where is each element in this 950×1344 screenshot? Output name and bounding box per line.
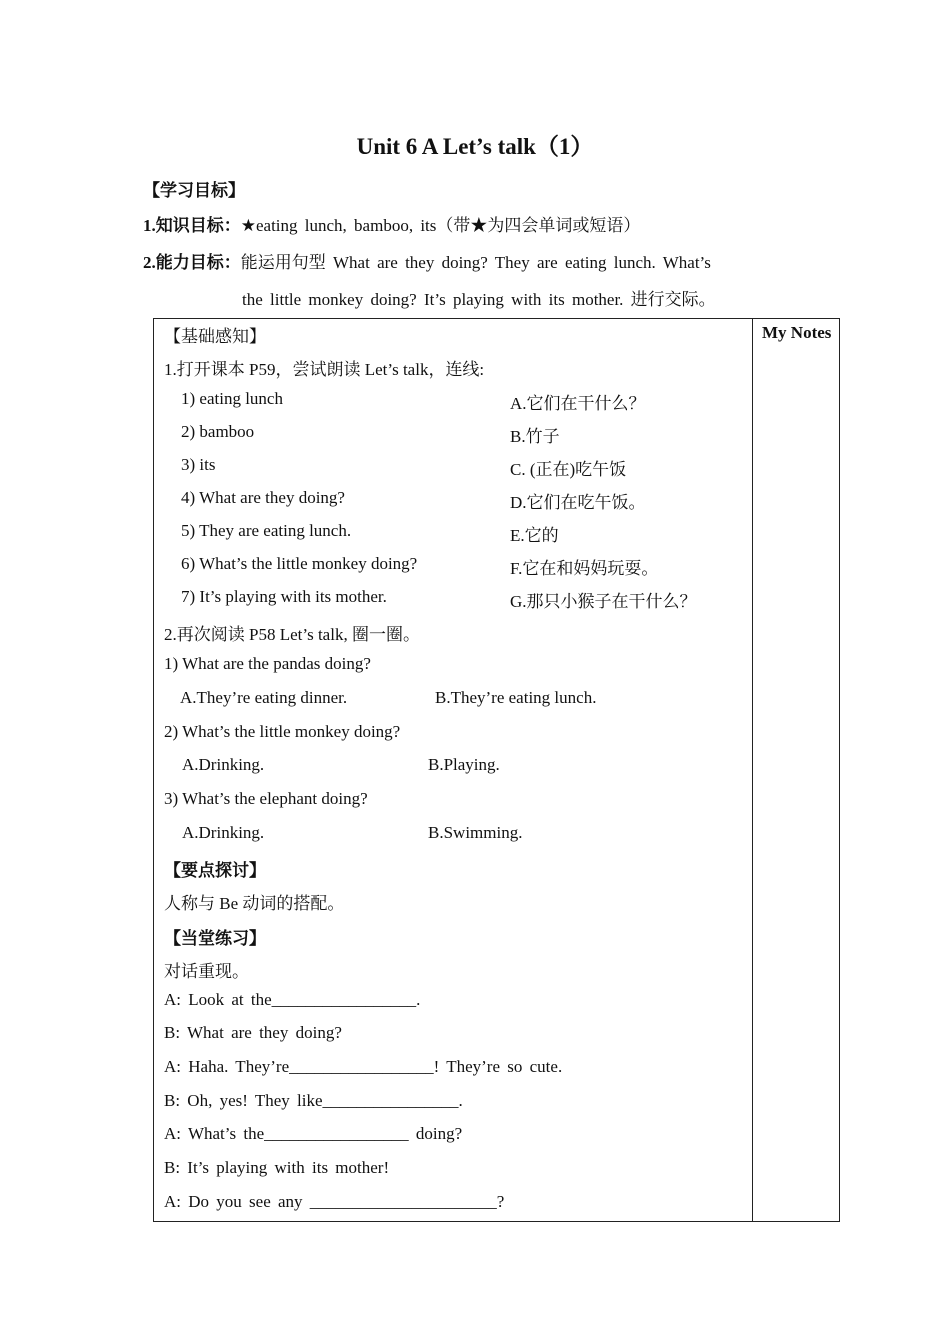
left-item: 4) What are they doing?: [181, 488, 345, 507]
key-points-text: 人称与 Be 动词的搭配。: [164, 894, 345, 913]
ability-objective: [143, 248, 711, 273]
page-title: Unit 6 A Let’s talk（1）: [356, 134, 594, 159]
dialogue-line: B: What are they doing?: [164, 1023, 342, 1042]
dialogue-line: A: Haha. They’re_________________! They’re so cute.: [164, 1057, 563, 1076]
option-b: B.Playing.: [428, 755, 500, 774]
practice-intro: 对话重现。: [164, 962, 249, 981]
right-item: A.它们在干什么？: [510, 394, 646, 413]
option-a: A.Drinking.: [182, 755, 265, 774]
dialogue-line: A: Do you see any ______________________?: [164, 1192, 505, 1211]
worksheet-table: [153, 318, 840, 1222]
basic-heading: 【基础感知】: [164, 327, 266, 346]
right-item: B.竹子: [510, 427, 560, 446]
task-2: 2.再次阅读 P58 Let’s talk, 圈一圈。: [164, 625, 420, 644]
my-notes-label: My Notes: [762, 323, 832, 342]
left-item: 7) It’s playing with its mother.: [181, 587, 387, 606]
left-item: 5) They are eating lunch.: [181, 521, 352, 540]
right-item: E.它的: [510, 526, 559, 545]
practice-heading: 【当堂练习】: [164, 929, 266, 948]
left-item: 6) What’s the little monkey doing?: [181, 554, 418, 573]
knowledge-label: 1.知识目标：: [143, 216, 241, 235]
right-item: D.它们在吃午饭。: [510, 493, 646, 512]
right-item: C. (正在)吃午饭: [510, 460, 627, 479]
ability-label: 2.能力目标：: [143, 253, 241, 272]
right-item: G.那只小猴子在干什么？: [510, 592, 697, 611]
right-item: F.它在和妈妈玩耍。: [510, 559, 659, 578]
option-b: B.They’re eating lunch.: [435, 688, 597, 707]
dialogue-line: A: Look at the_________________.: [164, 990, 421, 1009]
left-item: 1) eating lunch: [181, 389, 283, 408]
dialogue-line: B: It’s playing with its mother!: [164, 1158, 390, 1177]
ability-line-1: 能运用句型 What are they doing? They are eating lunch. What’s: [240, 253, 711, 272]
ability-line-2: the little monkey doing? It’s playing with its mother. 进行交际。: [242, 290, 716, 309]
column-divider: [752, 319, 753, 1221]
option-a: A.They’re eating dinner.: [180, 688, 348, 707]
question: 1) What are the pandas doing?: [164, 654, 371, 673]
question: 3) What’s the elephant doing?: [164, 789, 368, 808]
knowledge-text: ★eating lunch, bamboo, its（带★为四会单词或短语）: [240, 216, 641, 235]
option-a: A.Drinking.: [182, 823, 265, 842]
task-1: 1.打开课本 P59，尝试朗读 Let’s talk，连线:: [164, 360, 485, 379]
key-points-heading: 【要点探讨】: [164, 861, 266, 880]
dialogue-line: B: Oh, yes! They like________________.: [164, 1091, 463, 1110]
left-item: 2) bamboo: [181, 422, 255, 441]
objectives-heading: 【学习目标】: [143, 181, 245, 200]
question: 2) What’s the little monkey doing?: [164, 722, 401, 741]
knowledge-objective: [143, 211, 640, 236]
left-item: 3) its: [181, 455, 216, 474]
option-b: B.Swimming.: [428, 823, 523, 842]
dialogue-line: A: What’s the_________________ doing?: [164, 1124, 463, 1143]
